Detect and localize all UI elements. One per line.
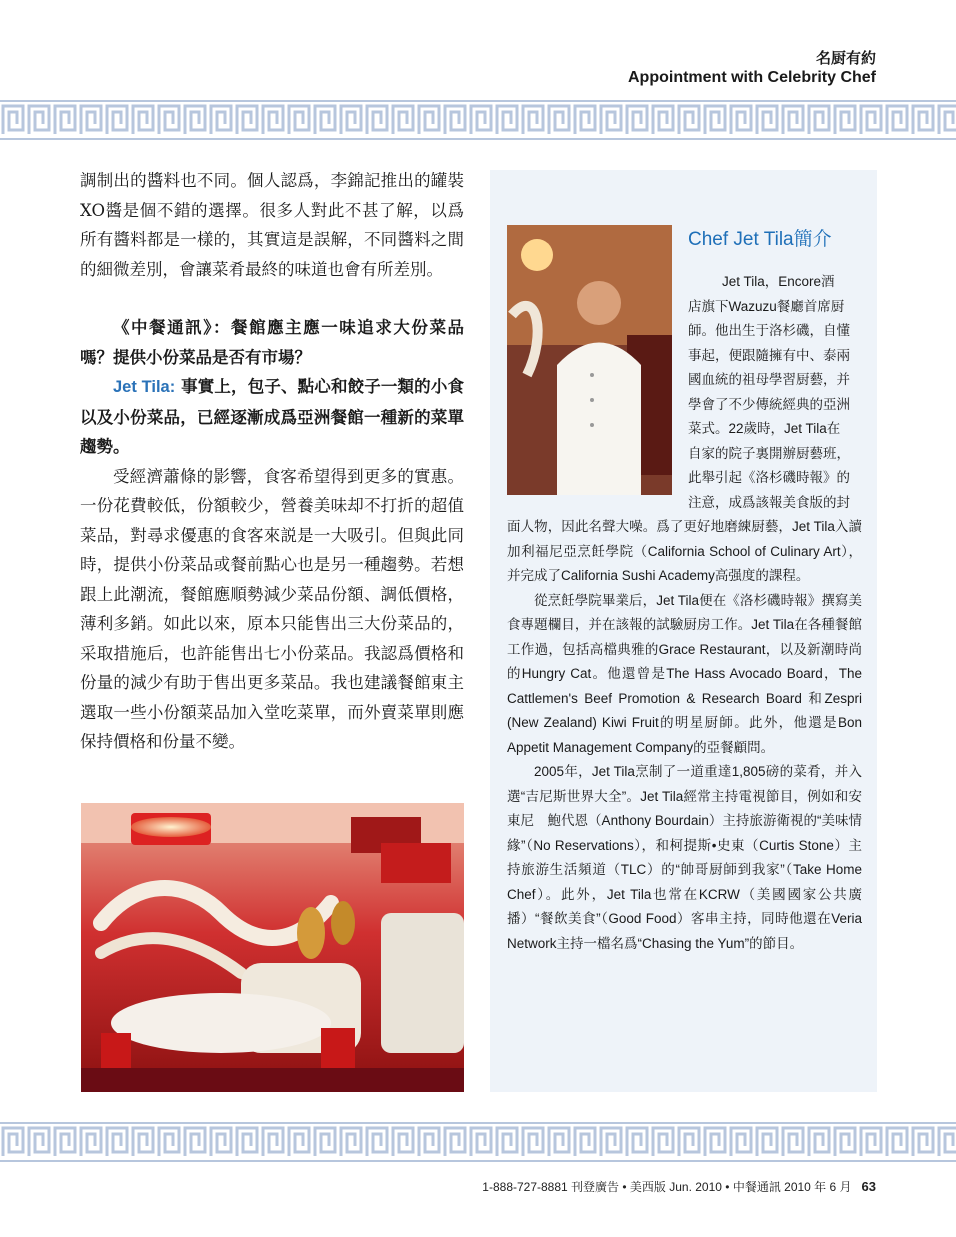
decorative-band-bottom — [0, 1122, 956, 1162]
bio-paragraph: 從烹飪學院畢業后，Jet Tila便在《洛杉磯時報》撰寫美食專題欄目，并在該報的試驗厨房工作。Jet Tila在各種餐館工作過，包括高檔典雅的Grace Restaurant，以及新潮時尚的Hungry Cat。他還曾是The Hass Avocado Board，The Cattlemen's Beef Promotion & Research Board 和Zespri (New Zealand) Kiwi Fruit的明星厨師。此外，他還是Bon Appetit Management Company的亞餐顧問。 — [507, 592, 862, 755]
bio-line: 自家的院子裏開辦厨藝班， — [688, 445, 850, 461]
decorative-band-top — [0, 100, 956, 140]
bio-text — [507, 270, 862, 956]
article-column — [80, 166, 464, 757]
bio-paragraph: 面人物，因此名聲大噪。爲了更好地磨練厨藝，Jet Tila入讀加利福尼亞烹飪學院（California School of Culinary Art），并完成了California Sushi Academy高强度的課程。 — [507, 519, 862, 583]
page-number: 63 — [861, 1179, 876, 1194]
article-paragraph: 受經濟蕭條的影響，食客希望得到更多的實惠。一份花費較低，份額較少，營養美味却不打折的超值菜品，對尋求優惠的食客來説是一大吸引。但與此同時，提供小份菜品或餐前點心也是另一種趨勢。若想跟上此潮流，餐館應順勢減少菜品份額、調低價格，薄利多銷。如此以來，原本只能售出三大份菜品的，采取措施后，也許能售出七小份菜品。我認爲價格和份量的減少有助于售出更多菜品。我也建議餐館東主選取一些小份額菜品加入堂吃菜單，而外賣菜單則應保持價格和份量不變。 — [80, 466, 464, 751]
bio-line: 事起，便跟隨擁有中、泰兩 — [688, 347, 850, 363]
section-header — [628, 50, 876, 88]
bio-line: 學會了不少傳統經典的亞洲 — [688, 396, 850, 412]
speaker-name: Jet Tila: — [113, 378, 176, 396]
bio-title: Chef Jet Tila簡介 — [688, 229, 832, 250]
interview-question: 《中餐通訊》：餐館應主應一味追求大份菜品嗎？提供小份菜品是否有市場？ — [80, 318, 464, 367]
bio-line: 此舉引起《洛杉磯時報》的 — [688, 470, 850, 485]
bio-line: 菜式。22歲時，Jet Tila在 — [688, 421, 841, 436]
page-footer — [482, 1178, 876, 1195]
bio-line: 店旗下Wazuzu餐廳首席厨 — [688, 298, 845, 314]
bio-line: Jet Tila，Encore酒 — [722, 274, 835, 289]
bio-line: 注意，成爲該報美食版的封 — [688, 494, 850, 510]
restaurant-photo — [81, 803, 464, 1092]
footer-text: 1-888-727-8881 刊登廣告 • 美西版 Jun. 2010 • 中餐通訊 2010 年 6 月 — [482, 1180, 852, 1194]
section-title-en: Appointment with Celebrity Chef — [628, 69, 876, 86]
interview-answer — [80, 372, 464, 462]
bio-line: 師。他出生于洛杉磯，自懂 — [688, 323, 850, 338]
bio-paragraph: 2005年，Jet Tila烹制了一道重達1,805磅的菜肴，并入選“吉尼斯世界大全”。Jet Tila經常主持電視節目，例如和安東尼 鮑代恩（Anthony Bourdain）主持旅游衛視的“美味情緣”（No Reservations），和柯提斯•史東（Curtis Stone）主持旅游生活頻道（TLC）的“帥哥厨師到我家”（Take Home Chef）。此外，Jet Tila也常在KCRW（美國國家公共廣播）“餐飲美食”（Good Food）客串主持，同時他還在Veria Network主持一檔名爲“Chasing the Yum”的節目。 — [507, 764, 862, 951]
answer-text: 事實上，包子、點心和餃子一類的小食以及小份菜品，已經逐漸成爲亞洲餐館一種新的菜單趨勢。 — [80, 377, 464, 456]
article-paragraph: 調制出的醬料也不同。個人認爲，李錦記推出的罐裝XO醬是個不錯的選擇。很多人對此不甚了解，以爲所有醬料都是一樣的，其實這是誤解，不同醬料之間的細微差別，會讓菜肴最終的味道也會有所差別。 — [80, 171, 464, 279]
bio-line: 國血統的祖母學習厨藝，并 — [688, 372, 850, 387]
section-title-zh: 名厨有約 — [815, 50, 876, 67]
